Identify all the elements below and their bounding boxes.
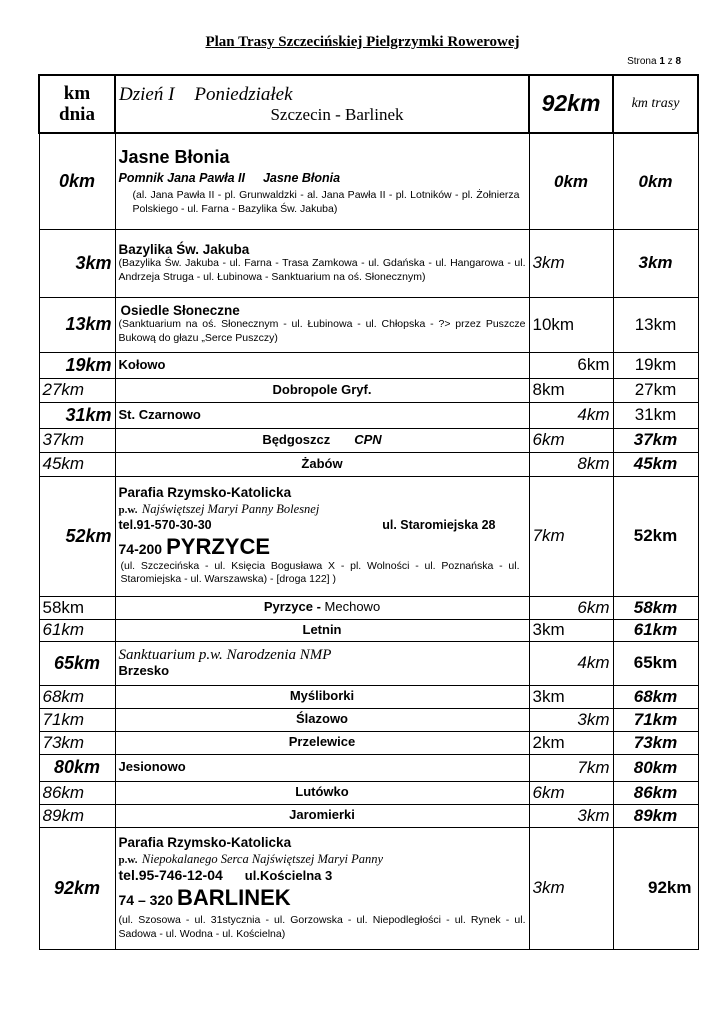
segment-km-cell: 7km	[529, 476, 613, 596]
segment-km-cell: 6km	[529, 781, 613, 804]
km-day-cell: 13km	[39, 297, 115, 352]
route-description: (al. Jana Pawła II - pl. Grunwaldzki - al. Jana Pawła II - pl. Lotników - pl. Żołnierza Polskiego - ul. Farna - Bazylika Św. Jakuba)	[132, 189, 520, 215]
parish-name: Parafia Rzymsko-Katolicka	[118, 834, 292, 850]
total-km-cell: 71km	[613, 708, 698, 731]
stop-cell	[115, 133, 529, 229]
parish-name: Parafia Rzymsko-Katolicka	[118, 485, 292, 501]
table-row	[39, 352, 698, 378]
segment-km-cell: 6km	[529, 596, 613, 619]
table-row	[39, 731, 698, 754]
stop-name: Jaromierki	[115, 804, 529, 827]
stop-cell	[115, 641, 529, 685]
total-km-cell: 80km	[613, 754, 698, 781]
stop-title: Bazylika Św. Jakuba	[118, 241, 250, 257]
segment-km-cell: 6km	[529, 428, 613, 452]
table-row	[39, 297, 698, 352]
table-row	[39, 754, 698, 781]
stop-name: Letnin	[115, 619, 529, 641]
contact-line: tel.91-570-30-30 ul. Staromiejska 28	[118, 518, 496, 533]
total-km-cell: 0km	[613, 133, 698, 229]
km-day-cell: 65km	[39, 641, 115, 685]
table-row	[39, 827, 698, 949]
table-row	[39, 476, 698, 596]
stop-name: Kołowo	[115, 352, 529, 378]
km-day-cell: 52km	[39, 476, 115, 596]
stop-cell	[115, 827, 529, 949]
contact-line: tel.95-746-12-04 ul.Kościelna 3	[118, 866, 333, 883]
segment-km-cell: 4km	[529, 402, 613, 428]
table-row	[39, 596, 698, 619]
table-row	[39, 133, 698, 229]
km-day-cell: 86km	[39, 781, 115, 804]
km-day-cell: 27km	[39, 378, 115, 402]
km-day-cell: 73km	[39, 731, 115, 754]
total-km-cell: 89km	[613, 804, 698, 827]
stop-title: Osiedle Słoneczne	[120, 303, 240, 319]
segment-km-cell: 3km	[529, 619, 613, 641]
stop-name: Będgoszcz CPN	[115, 428, 529, 452]
total-km-cell: 45km	[613, 452, 698, 476]
header-route: Szczecin - Barlinek	[270, 105, 404, 125]
stop-name: Jesionowo	[115, 754, 529, 781]
total-km-cell: 27km	[613, 378, 698, 402]
route-description: (Sanktuarium na oś. Słonecznym - ul. Łubinowa - ul. Chłopska - ?> przez Puszcze Bukową do głazu „Serce Puszczy)	[118, 318, 526, 345]
table-row	[39, 685, 698, 708]
route-plan-table	[38, 74, 699, 950]
stop-title: Jasne Błonia	[118, 147, 230, 168]
segment-km-cell: 8km	[529, 452, 613, 476]
km-day-cell: 80km	[39, 754, 115, 781]
km-day-cell: 58km	[39, 596, 115, 619]
km-day-cell: 92km	[39, 827, 115, 949]
table-row	[39, 804, 698, 827]
segment-km-cell: 8km	[529, 378, 613, 402]
table-row	[39, 229, 698, 297]
table-header-row	[39, 75, 698, 133]
total-km-cell: 58km	[613, 596, 698, 619]
total-km-cell: 92km	[613, 827, 698, 949]
stop-subtitle: Pomnik Jana Pawła II Jasne Błonia	[118, 171, 341, 186]
stop-cell	[115, 476, 529, 596]
stop-cell	[115, 229, 529, 297]
stop-name: St. Czarnowo	[115, 402, 529, 428]
stop-name: Żabów	[115, 452, 529, 476]
km-day-cell: 31km	[39, 402, 115, 428]
sanctuary-name: Sanktuarium p.w. Narodzenia NMP	[118, 647, 332, 664]
total-km-cell: 52km	[613, 476, 698, 596]
table-row	[39, 378, 698, 402]
total-km-cell: 3km	[613, 229, 698, 297]
stop-name: Ślazowo	[115, 708, 529, 731]
page-number: Strona 1 z 8	[627, 56, 681, 67]
route-description: (ul. Szosowa - ul. 31stycznia - ul. Gorzowska - ul. Niepodległości - ul. Rynek - ul. Sadowa - ul. Wodna - ul. Kościelna)	[118, 914, 526, 940]
city-line: 74 – 320 BARLINEK	[118, 885, 291, 911]
total-km-cell: 31km	[613, 402, 698, 428]
stop-name: Pyrzyce - Mechowo	[115, 596, 529, 619]
header-km-trasy: km trasy	[613, 75, 698, 133]
parish-dedication: p.w. Najświętszej Maryi Panny Bolesnej	[118, 502, 320, 517]
total-km-cell: 73km	[613, 731, 698, 754]
stop-name: Brzesko	[118, 663, 170, 679]
segment-km-cell: 6km	[529, 352, 613, 378]
total-km-cell: 61km	[613, 619, 698, 641]
total-km-cell: 37km	[613, 428, 698, 452]
city-line: 74-200 PYRZYCE	[118, 534, 271, 560]
table-row	[39, 402, 698, 428]
route-description: (Bazylika Św. Jakuba - ul. Farna - Trasa Zamkowa - ul. Gdańska - ul. Hangarowa - ul. Andrzeja Struga - ul. Łubinowa - Sanktuarium na oś. Słonecznym)	[118, 256, 526, 283]
km-day-cell: 37km	[39, 428, 115, 452]
segment-km-cell: 3km	[529, 685, 613, 708]
segment-km-cell: 3km	[529, 708, 613, 731]
stop-cell	[115, 297, 529, 352]
km-day-cell: 0km	[39, 133, 115, 229]
stop-name: Dobropole Gryf.	[115, 378, 529, 402]
segment-km-cell: 3km	[529, 827, 613, 949]
segment-km-cell: 4km	[529, 641, 613, 685]
table-row	[39, 641, 698, 685]
stop-name: Przelewice	[115, 731, 529, 754]
document-title: Plan Trasy Szczecińskiej Pielgrzymki Rowerowej	[205, 34, 520, 50]
km-day-cell: 45km	[39, 452, 115, 476]
header-day-total: 92km	[529, 75, 613, 133]
header-km-dnia: km dnia	[39, 75, 115, 133]
km-day-cell: 19km	[39, 352, 115, 378]
segment-km-cell: 0km	[529, 133, 613, 229]
km-day-cell: 3km	[39, 229, 115, 297]
total-km-cell: 68km	[613, 685, 698, 708]
km-day-cell: 89km	[39, 804, 115, 827]
parish-dedication: p.w. Niepokalanego Serca Najświętszej Maryi Panny	[118, 851, 384, 866]
stop-name: Lutówko	[115, 781, 529, 804]
table-row	[39, 781, 698, 804]
segment-km-cell: 10km	[529, 297, 613, 352]
km-day-cell: 61km	[39, 619, 115, 641]
segment-km-cell: 3km	[529, 229, 613, 297]
stop-name: Myśliborki	[115, 685, 529, 708]
route-description: (ul. Szczecińska - ul. Księcia Bogusława X - pl. Wolności - ul. Poznańska - ul. Staromiejska - ul. Warszawska) - [droga 122] )	[120, 559, 520, 586]
segment-km-cell: 2km	[529, 731, 613, 754]
table-row	[39, 708, 698, 731]
table-row	[39, 428, 698, 452]
total-km-cell: 19km	[613, 352, 698, 378]
table-row	[39, 619, 698, 641]
km-day-cell: 68km	[39, 685, 115, 708]
total-km-cell: 13km	[613, 297, 698, 352]
segment-km-cell: 3km	[529, 804, 613, 827]
table-row	[39, 452, 698, 476]
total-km-cell: 86km	[613, 781, 698, 804]
segment-km-cell: 7km	[529, 754, 613, 781]
km-day-cell: 71km	[39, 708, 115, 731]
total-km-cell: 65km	[613, 641, 698, 685]
header-day: Dzień I Poniedziałek Szczecin - Barlinek	[115, 75, 529, 133]
